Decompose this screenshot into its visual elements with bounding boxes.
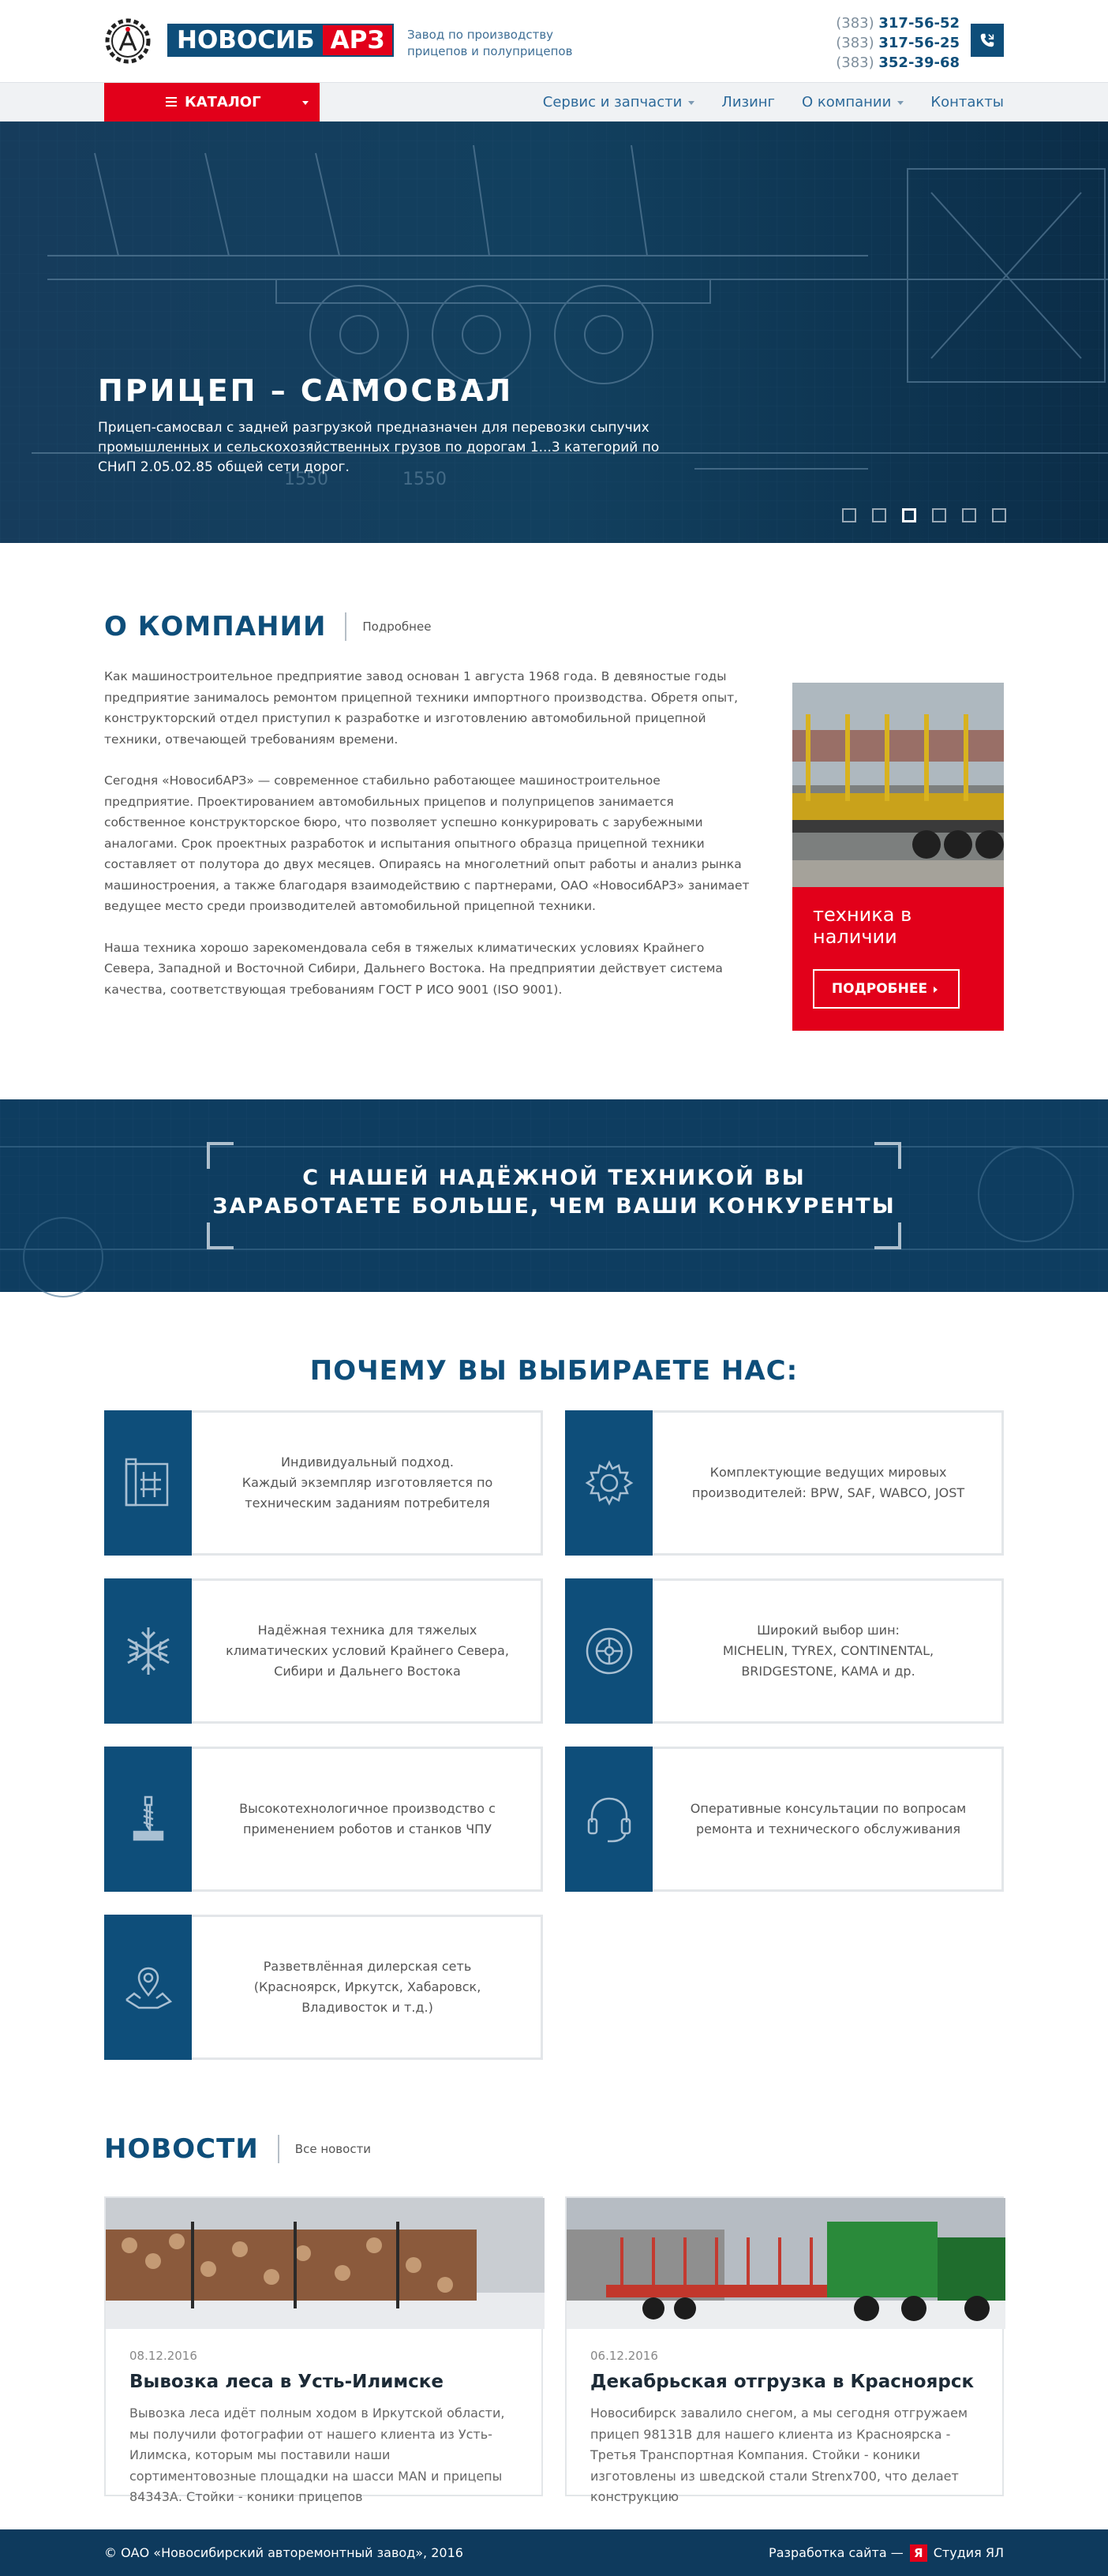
news-title[interactable]: Вывозка леса в Усть-Илимске xyxy=(129,2372,444,2392)
chevron-right-icon xyxy=(934,987,941,993)
tagline: Завод по производству прицепов и полуприцепов xyxy=(407,28,573,58)
feature-text: Оперативные консультации по вопросам ремонта и технического обслуживания xyxy=(690,1801,967,1837)
drawing-dimension: 1550 xyxy=(284,470,328,489)
all-news-link[interactable]: Все новости xyxy=(294,2142,372,2156)
developer-credit[interactable] xyxy=(769,2529,1004,2576)
wheel-icon xyxy=(581,1623,638,1679)
slider-dot[interactable] xyxy=(992,508,1006,522)
about-text xyxy=(104,666,751,1020)
feature-card xyxy=(104,1410,543,1556)
section-title: НОВОСТИ xyxy=(104,2133,259,2165)
main-nav xyxy=(0,82,1108,122)
nav-menu xyxy=(543,83,1004,122)
feature-card xyxy=(565,1410,1004,1556)
catalog-button[interactable] xyxy=(104,83,320,122)
logo-text-accent: АРЗ xyxy=(323,25,393,55)
hero-title: ПРИЦЕП – САМОСВАЛ xyxy=(98,373,514,408)
slider-dot[interactable] xyxy=(932,508,946,522)
drawing-dimension: 1550 xyxy=(402,470,447,489)
phone-number[interactable]: (383) 352-39-68 xyxy=(836,54,960,71)
copyright: © ОАО «Новосибирский авторемонтный завод», 2016 xyxy=(104,2545,463,2560)
feature-text: Широкий выбор шин: MICHELIN, TYREX, CONTINENTAL, BRIDGESTONE, КАМА и др. xyxy=(722,1623,934,1679)
feature-text: Комплектующие ведущих мировых производителей: BPW, SAF, WABCO, JOST xyxy=(691,1465,965,1500)
about-section xyxy=(104,543,1004,1099)
slider-dot[interactable] xyxy=(902,508,916,522)
logo-text-primary: НОВОСИБ xyxy=(169,25,323,55)
slider-dot[interactable] xyxy=(872,508,886,522)
site-header xyxy=(0,0,1108,82)
site-footer xyxy=(0,2529,1108,2576)
news-image xyxy=(106,2198,541,2329)
about-paragraph: Сегодня «НовосибАРЗ» — современное стабильно работающее машиностроительное предприятие. Проектированием автомобильных прицепов и полуприцепов занимается собственное конструкторское бюро, что позволяет успешно конкурировать с зарубежными аналогами. Срок проектных разработок и испытания опытного образца прицепной техники составляет от полутора до двух месяцев. Опираясь на многолетний опыт работы и анализ рынка машиностроения, а также благодаря взаимодействию с партнерами, ОАО «НовосибАРЗ» занимает ведущее место среди производителей автомобильной прицепной техники. xyxy=(104,773,750,913)
chevron-down-icon xyxy=(302,101,309,108)
news-title[interactable]: Декабрьская отгрузка в Красноярск xyxy=(590,2372,975,2392)
studio-name: Студия ЯЛ xyxy=(933,2545,1004,2560)
about-more-link[interactable]: Подробнее xyxy=(362,620,432,634)
catalog-label: КАТАЛОГ xyxy=(185,94,261,110)
promo-image xyxy=(792,683,1004,887)
feature-card xyxy=(104,1578,543,1724)
about-paragraph: Как машиностроительное предприятие завод основан 1 августа 1968 года. В девяностые годы предприятие занималось ремонтом прицепной техники импортного производства. Обретя опыт, конструкторский отдел приступил к разработке и изготовлению автомобильной прицепной техники, отвечающей требованиям времени. xyxy=(104,669,739,747)
news-header xyxy=(104,2133,371,2165)
headset-icon xyxy=(581,1791,638,1848)
news-card[interactable] xyxy=(104,2196,543,2504)
hero-description: Прицеп-самосвал с задней разгрузкой предназначен для перевозки сыпучих промышленных и сельскохозяйственных грузов по дорогам 1...3 категорий по СНиП 2.05.02.85 общей сети дорог. xyxy=(98,420,660,475)
news-card[interactable] xyxy=(565,2196,1004,2504)
studio-logo-icon: Я xyxy=(910,2544,927,2562)
why-us-section xyxy=(104,1292,1004,2094)
blueprint-icon xyxy=(120,1455,177,1511)
promo-title: техника в наличии xyxy=(813,904,912,948)
in-stock-promo xyxy=(792,683,1004,1031)
divider xyxy=(278,2135,279,2163)
news-excerpt: Вывозка леса идёт полным ходом в Иркутской области, мы получили фотографии от нашего клиента из Усть-Илимска, которым мы поставили наши сортиментовозные площадки на шасси MAN и прицепы 84343А. Стойки - коники прицепов xyxy=(129,2406,505,2504)
chevron-down-icon xyxy=(688,101,694,108)
banner-slogan: С НАШЕЙ НАДЁЖНОЙ ТЕХНИКОЙ ВЫ ЗАРАБОТАЕТЕ БОЛЬШЕ, ЧЕМ ВАШИ КОНКУРЕНТЫ xyxy=(212,1166,896,1219)
phone-number[interactable]: (383) 317-56-25 xyxy=(836,35,960,51)
chevron-down-icon xyxy=(897,101,904,108)
nav-item-service[interactable]: Сервис и запчасти xyxy=(543,83,695,122)
phone-list xyxy=(836,13,960,73)
feature-text: Индивидуальный подход. Каждый экземпляр изготовляется по техническим заданиям потребителя xyxy=(241,1455,493,1511)
promo-more-button[interactable]: ПОДРОБНЕЕ xyxy=(813,969,960,1009)
about-header xyxy=(104,611,431,642)
developer-label: Разработка сайта — xyxy=(769,2545,904,2560)
news-section xyxy=(104,2094,1004,2547)
nav-item-company[interactable]: О компании xyxy=(802,83,904,122)
gear-icon xyxy=(581,1455,638,1511)
nav-item-leasing[interactable]: Лизинг xyxy=(721,94,776,110)
about-paragraph: Наша техника хорошо зарекомендовала себя в тяжелых климатических условиях Крайнего Севера, Западной и Восточной Сибири, Дальнего Востока. На предприятии действует система качества, соответствующая требованиям ГОСТ Р ИСО 9001 (ISO 9001). xyxy=(104,940,723,997)
logo[interactable] xyxy=(167,24,394,57)
divider xyxy=(345,612,346,641)
slider-dot[interactable] xyxy=(842,508,856,522)
section-title: О КОМПАНИИ xyxy=(104,611,327,642)
section-title: ПОЧЕМУ ВЫ ВЫБИРАЕТЕ НАС: xyxy=(309,1355,799,1387)
slider-pagination xyxy=(842,508,1006,522)
snowflake-icon xyxy=(120,1623,177,1679)
phone-number[interactable]: (383) 317-56-52 xyxy=(836,15,960,32)
menu-icon xyxy=(166,96,177,107)
nav-item-contacts[interactable]: Контакты xyxy=(930,94,1004,110)
news-image xyxy=(567,2198,1002,2329)
hero-background-drawing xyxy=(0,122,1108,543)
news-date: 06.12.2016 xyxy=(590,2349,658,2363)
feature-card xyxy=(565,1747,1004,1892)
feature-card xyxy=(565,1578,1004,1724)
feature-text: Разветвлённая дилерская сеть (Красноярск, Иркутск, Хабаровск, Владивосток и т.д.) xyxy=(253,1959,481,2015)
callback-button[interactable] xyxy=(971,24,1004,57)
drill-icon xyxy=(120,1791,177,1848)
feature-text: Надёжная техника для тяжелых климатических условий Крайнего Севера, Сибири и Дальнего Востока xyxy=(226,1623,509,1679)
logo-emblem-icon[interactable] xyxy=(104,17,152,65)
feature-card xyxy=(104,1747,543,1892)
slider-dot[interactable] xyxy=(962,508,976,522)
feature-text: Высокотехнологичное производство с применением роботов и станков ЧПУ xyxy=(239,1801,496,1837)
map-pin-icon xyxy=(120,1959,177,2016)
hero-slider xyxy=(0,122,1108,543)
news-excerpt: Новосибирск завалило снегом, а мы сегодня отгружаем прицеп 98131В для нашего клиента из Красноярска - Третья Транспортная Компания. Стойки - коники изготовлены из шведской стали Strenx700, что делает конструкцию xyxy=(590,2406,968,2504)
feature-card xyxy=(104,1915,543,2060)
phone-icon xyxy=(979,32,996,49)
news-date: 08.12.2016 xyxy=(129,2349,197,2363)
slogan-banner xyxy=(0,1099,1108,1292)
